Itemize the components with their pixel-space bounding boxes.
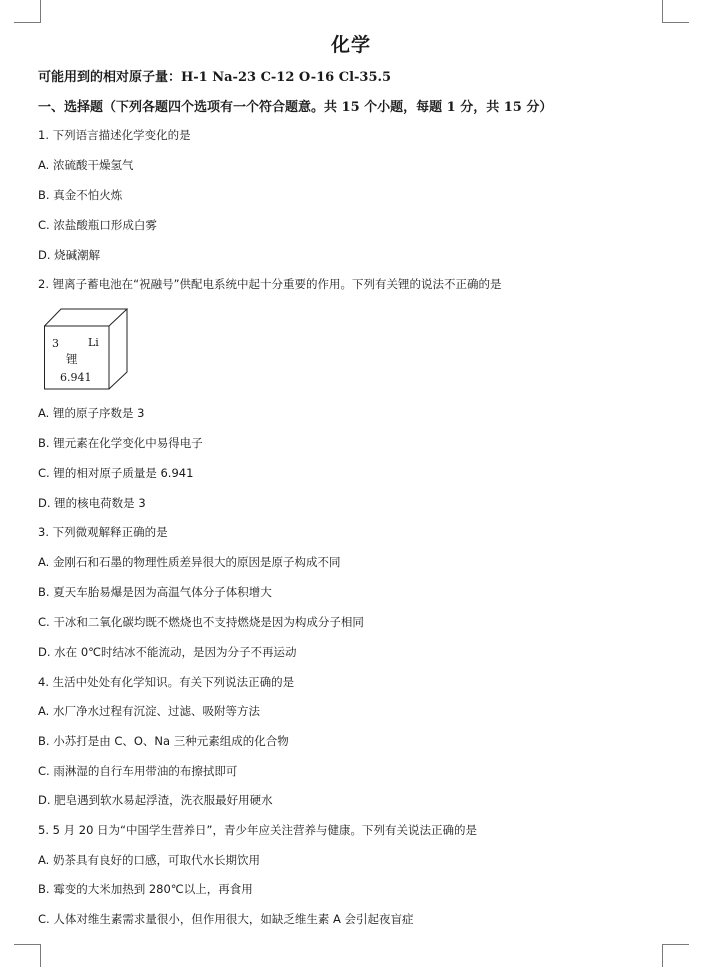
crop-mark-bottom-left <box>14 944 41 967</box>
question-2-stem: 2. 锂离子蓄电池在“祝融号”供配电系统中起十分重要的作用。下列有关锂的说法不正确的是 <box>38 277 502 291</box>
question-1-option-b: B. 真金不怕火炼 <box>38 188 123 202</box>
element-name: 锂 <box>66 352 78 366</box>
question-2-option-b: B. 锂元素在化学变化中易得电子 <box>38 436 203 450</box>
question-3-option-a: A. 金刚石和石墨的物理性质差异很大的原因是原子构成不同 <box>38 555 341 569</box>
question-4-stem: 4. 生活中处处有化学知识。有关下列说法正确的是 <box>38 675 295 689</box>
page-title: 化学 <box>330 34 371 56</box>
question-2-option-d: D. 锂的核电荷数是 3 <box>38 496 146 510</box>
section-heading: 一、选择题（下列各题四个选项有一个符合题意。共 15 个小题，每题 1 分，共 15 分） <box>38 100 553 115</box>
question-3-option-d: D. 水在 0℃时结冰不能流动，是因为分子不再运动 <box>38 645 297 659</box>
question-2-option-c: C. 锂的相对原子质量是 6.941 <box>38 466 194 480</box>
question-3-stem: 3. 下列微观解释正确的是 <box>38 525 168 539</box>
question-4-option-c: C. 雨淋湿的自行车用带油的布擦拭即可 <box>38 764 238 778</box>
question-5-option-c: C. 人体对维生素需求量很小，但作用很大，如缺乏维生素 A 会引起夜盲症 <box>38 912 414 926</box>
crop-mark-top-left <box>14 0 41 23</box>
question-4-option-d: D. 肥皂遇到软水易起浮渣，洗衣服最好用硬水 <box>38 793 273 807</box>
element-symbol: Li <box>88 336 99 349</box>
question-1-stem: 1. 下列语言描述化学变化的是 <box>38 128 191 142</box>
question-5-option-b: B. 霉变的大米加热到 280℃以上，再食用 <box>38 882 253 896</box>
question-4-option-b: B. 小苏打是由 C、O、Na 三种元素组成的化合物 <box>38 734 289 748</box>
element-atomic-number: 3 <box>52 337 59 350</box>
question-3-option-c: C. 干冰和二氧化碳均既不燃烧也不支持燃烧是因为构成分子相同 <box>38 615 364 629</box>
question-1-option-c: C. 浓盐酸瓶口形成白雾 <box>38 218 157 232</box>
question-5-stem: 5. 5 月 20 日为“中国学生营养日”，青少年应关注营养与健康。下列有关说法正确的是 <box>38 823 477 837</box>
question-1-option-d: D. 烧碱潮解 <box>38 248 101 262</box>
crop-mark-bottom-right <box>662 944 689 967</box>
crop-mark-top-right <box>662 0 689 23</box>
question-1-option-a: A. 浓硫酸干燥氢气 <box>38 158 134 172</box>
question-3-option-b: B. 夏天车胎易爆是因为高温气体分子体积增大 <box>38 585 272 599</box>
question-2-option-a: A. 锂的原子序数是 3 <box>38 406 145 420</box>
question-4-option-a: A. 水厂净水过程有沉淀、过滤、吸附等方法 <box>38 704 260 718</box>
question-5-option-a: A. 奶茶具有良好的口感，可取代水长期饮用 <box>38 853 260 867</box>
element-atomic-mass: 6.941 <box>60 371 92 384</box>
atomic-masses-line: 可能用到的相对原子量：H-1 Na-23 C-12 O-16 Cl-35.5 <box>38 70 392 85</box>
